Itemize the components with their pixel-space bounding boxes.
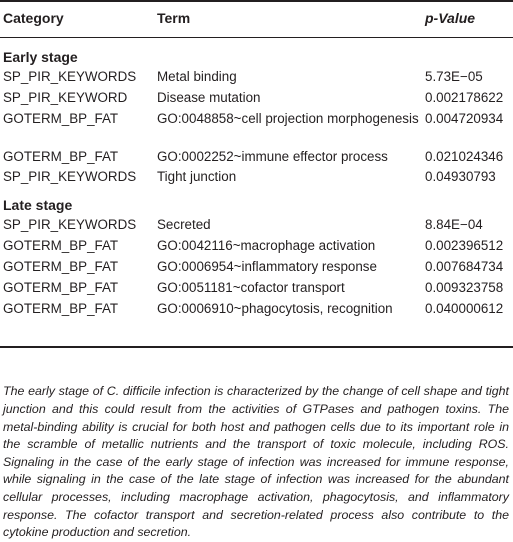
cell-category: SP_PIR_KEYWORDS xyxy=(3,217,137,232)
header-term: Term xyxy=(157,10,191,26)
cell-term: Tight junction xyxy=(157,169,237,184)
header-pvalue: p-Value xyxy=(425,10,476,26)
cell-term: GO:0006910~phagocytosis, recognition xyxy=(157,301,393,316)
cell-category: GOTERM_BP_FAT xyxy=(3,111,119,126)
cell-pvalue: 8.84E−04 xyxy=(425,217,483,232)
cell-term: GO:0048858~cell projection morphogenesis xyxy=(157,111,419,126)
bottom-rule xyxy=(0,346,513,348)
section-label: Early stage xyxy=(3,49,78,65)
cell-term: Secreted xyxy=(157,217,211,232)
cell-pvalue: 0.04930793 xyxy=(425,169,496,184)
cell-pvalue: 5.73E−05 xyxy=(425,69,483,84)
cell-pvalue: 0.021024346 xyxy=(425,149,504,164)
cell-category: GOTERM_BP_FAT xyxy=(3,238,119,253)
cell-category: SP_PIR_KEYWORD xyxy=(3,90,128,105)
top-rule xyxy=(0,0,513,2)
cell-term: GO:0051181~cofactor transport xyxy=(157,280,345,295)
cell-pvalue: 0.002178622 xyxy=(425,90,504,105)
cell-category: GOTERM_BP_FAT xyxy=(3,280,119,295)
table-footnote: The early stage of C. difficile infection is characterized by the change of cell shape and tight junction and this could result from the activities of GTPases and pathogen toxins. The metal-binding ability is crucial for both host and pathogen cells due to its important role in the scramble of metallic nutrients and the transport of toxic molecule, including ROS. Signaling in the case of the early stage of infection was increased for immune response, while signaling in the case of the late stage of infection was increased for the abundant cellular processes, including macrophage activation, phagocytosis, and inflammatory response. The cofactor transport and secretion-related process also contribute to the cytokine production and secretion. xyxy=(3,384,509,540)
cell-term: GO:0002252~immune effector process xyxy=(157,149,388,164)
cell-category: SP_PIR_KEYWORDS xyxy=(3,69,137,84)
section-label: Late stage xyxy=(3,197,73,213)
cell-category: GOTERM_BP_FAT xyxy=(3,259,119,274)
cell-term: GO:0042116~macrophage activation xyxy=(157,238,376,253)
header-category: Category xyxy=(3,10,64,26)
cell-pvalue: 0.002396512 xyxy=(425,238,504,253)
cell-pvalue: 0.040000612 xyxy=(425,301,504,316)
cell-term: Metal binding xyxy=(157,69,237,84)
cell-pvalue: 0.007684734 xyxy=(425,259,504,274)
cell-pvalue: 0.004720934 xyxy=(425,111,504,126)
cell-category: GOTERM_BP_FAT xyxy=(3,301,119,316)
cell-pvalue: 0.009323758 xyxy=(425,280,504,295)
header-rule xyxy=(0,37,513,38)
cell-category: GOTERM_BP_FAT xyxy=(3,149,119,164)
cell-term: GO:0006954~inflammatory response xyxy=(157,259,377,274)
cell-term: Disease mutation xyxy=(157,90,261,105)
cell-category: SP_PIR_KEYWORDS xyxy=(3,169,137,184)
